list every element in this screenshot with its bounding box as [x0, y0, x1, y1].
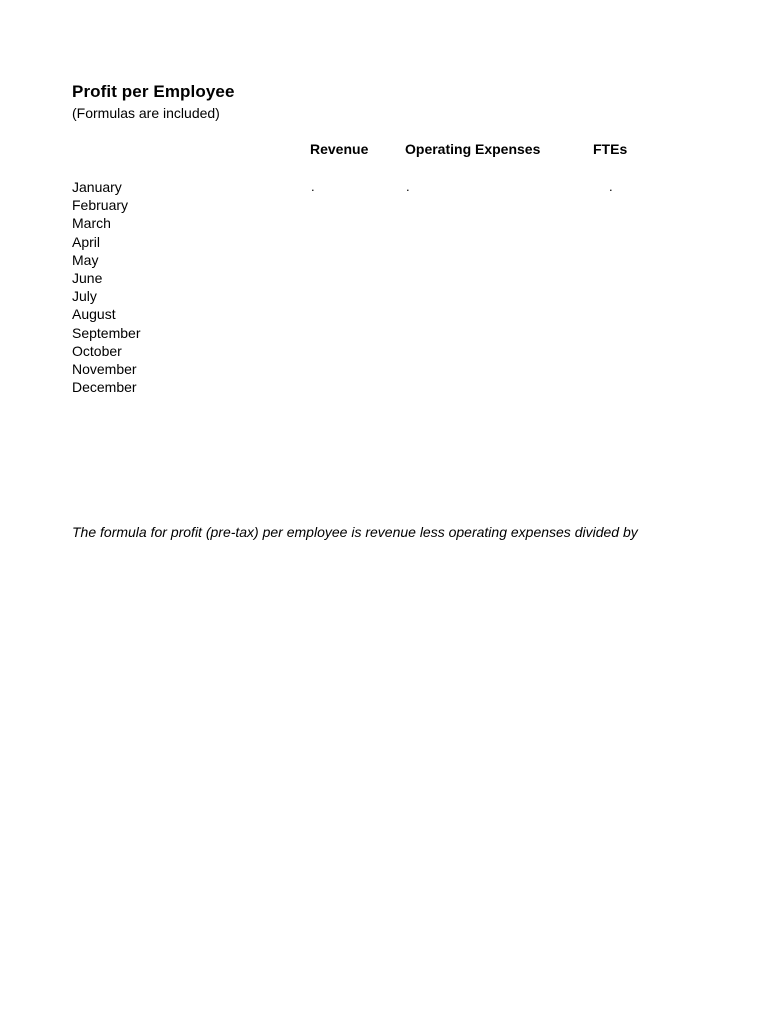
month-list	[72, 178, 140, 396]
column-header-ftes: FTEs	[593, 141, 628, 157]
month-row-label: December	[72, 379, 137, 396]
page-subtitle: (Formulas are included)	[72, 105, 220, 121]
column-header-operating-expenses: Operating Expenses	[405, 141, 541, 157]
month-row-label: May	[72, 251, 99, 268]
month-row-label: April	[72, 233, 101, 250]
ftes-cell-january: .	[609, 179, 613, 194]
month-row-label: October	[72, 342, 122, 359]
month-row-label: August	[72, 306, 116, 323]
month-row-label: March	[72, 215, 111, 232]
month-row-label: June	[72, 269, 103, 286]
month-row-label: November	[72, 360, 137, 377]
page-title: Profit per Employee	[72, 82, 235, 101]
column-header-revenue: Revenue	[310, 141, 369, 157]
revenue-cell-january: .	[311, 179, 315, 194]
formula-note: The formula for profit (pre-tax) per employee is revenue less operating expenses divided by	[72, 524, 638, 540]
month-row-label: February	[72, 197, 129, 214]
month-row-label: January	[72, 179, 122, 195]
month-row-label: September	[72, 324, 141, 341]
operating-expenses-cell-january: .	[406, 179, 410, 194]
month-row-label: July	[72, 288, 97, 305]
